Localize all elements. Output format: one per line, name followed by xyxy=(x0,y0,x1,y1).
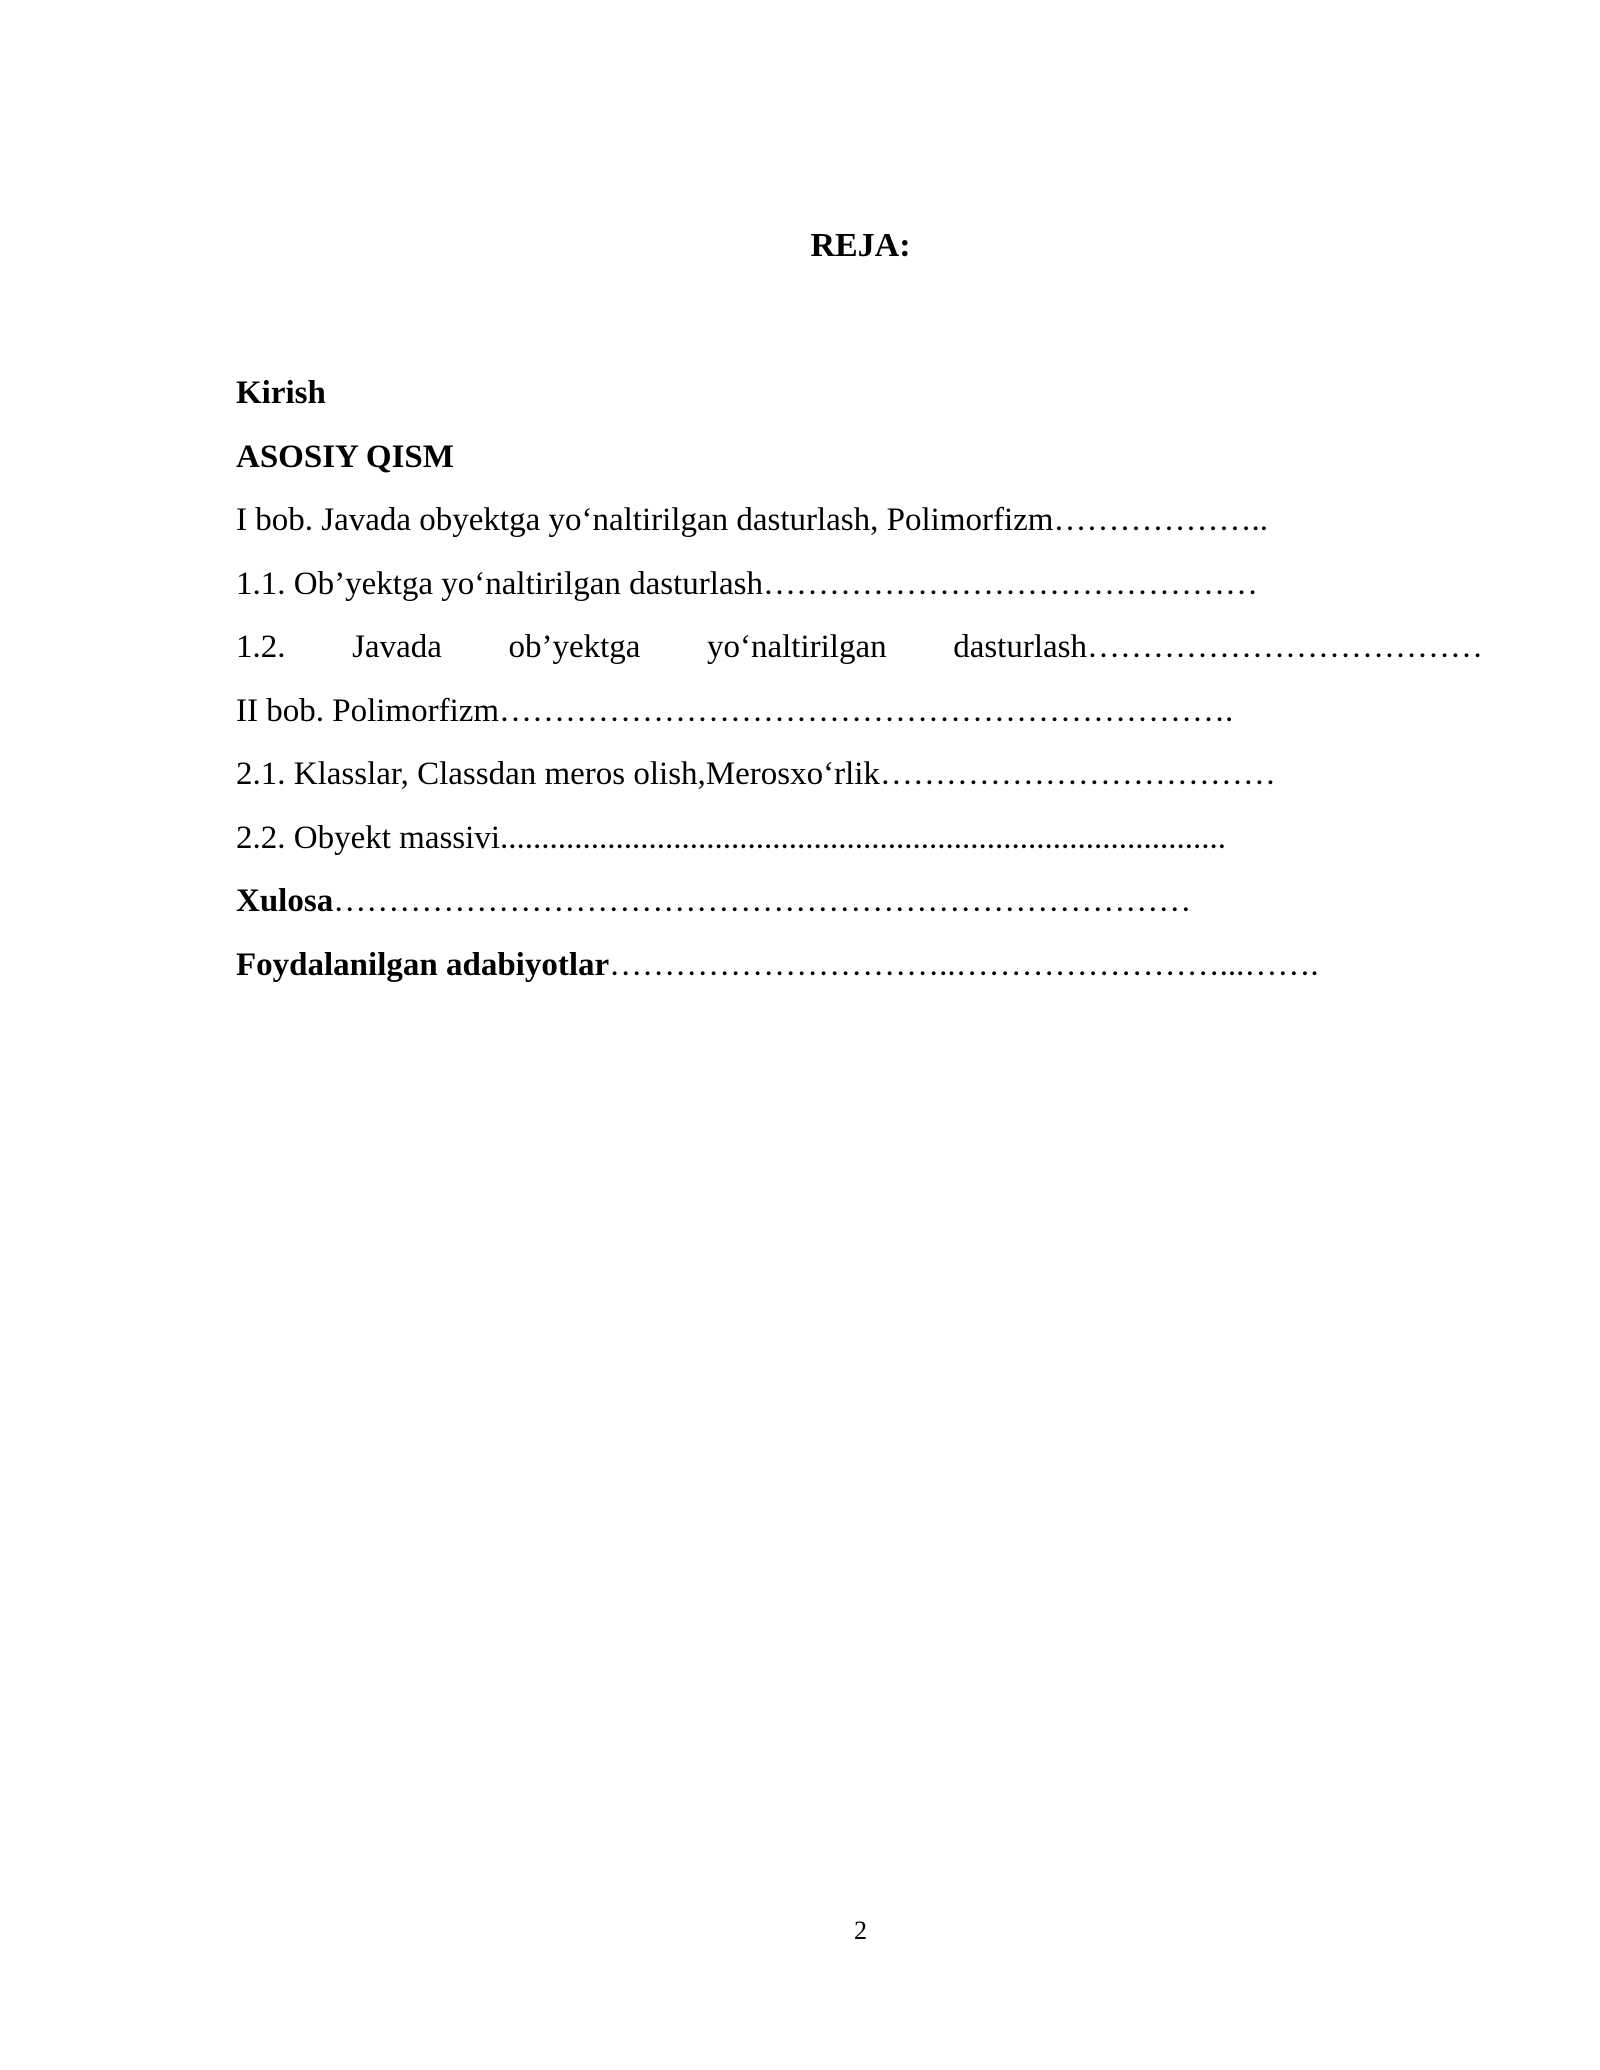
toc-section-1-2-part: 1.2. xyxy=(236,629,286,665)
toc-item-kirish: Kirish xyxy=(236,375,326,411)
page-number: 2 xyxy=(854,1916,867,1945)
toc-item-section-1-1: 1.1. Ob’yektga yo‘naltirilgan dasturlash……………………………………… xyxy=(236,565,1258,602)
toc-adabiyotlar-dots: …………………………..……………………...……. xyxy=(609,946,1319,983)
toc-item-bob-2: II bob. Polimorfizm…………………………………………………………. xyxy=(236,692,1234,729)
toc-xulosa-dots: …………………………………………………………………… xyxy=(333,883,1192,919)
toc-section-1-2-part: dasturlash……………………………… xyxy=(953,629,1483,665)
toc-item-bob-1: I bob. Javada obyektga yo‘naltirilgan dasturlash, Polimorfizm……………….. xyxy=(236,502,1268,538)
toc-adabiyotlar-label: Foydalanilgan adabiyotlar xyxy=(236,946,610,983)
toc-section-1-2-part: Javada xyxy=(352,629,442,665)
toc-item-section-2-1: 2.1. Klasslar, Classdan meros olish,Merosxo‘rlik……………………………… xyxy=(236,756,1276,792)
toc-item-xulosa xyxy=(236,870,1486,934)
page-title: REJA: xyxy=(810,227,911,264)
toc-section-1-2-part: yo‘naltirilgan xyxy=(706,629,887,665)
toc-section-1-2-part: ob’yektga xyxy=(508,629,641,665)
toc-item-section-1-2 xyxy=(236,616,1483,680)
toc-item-asosiy-qism: ASOSIY QISM xyxy=(236,438,454,475)
toc-item-section-2-2: 2.2. Obyekt massivi........................................................................................ xyxy=(236,819,1226,856)
toc-item-adabiyotlar xyxy=(236,934,1486,998)
table-of-contents xyxy=(236,362,1486,997)
toc-xulosa-label: Xulosa xyxy=(236,883,334,919)
